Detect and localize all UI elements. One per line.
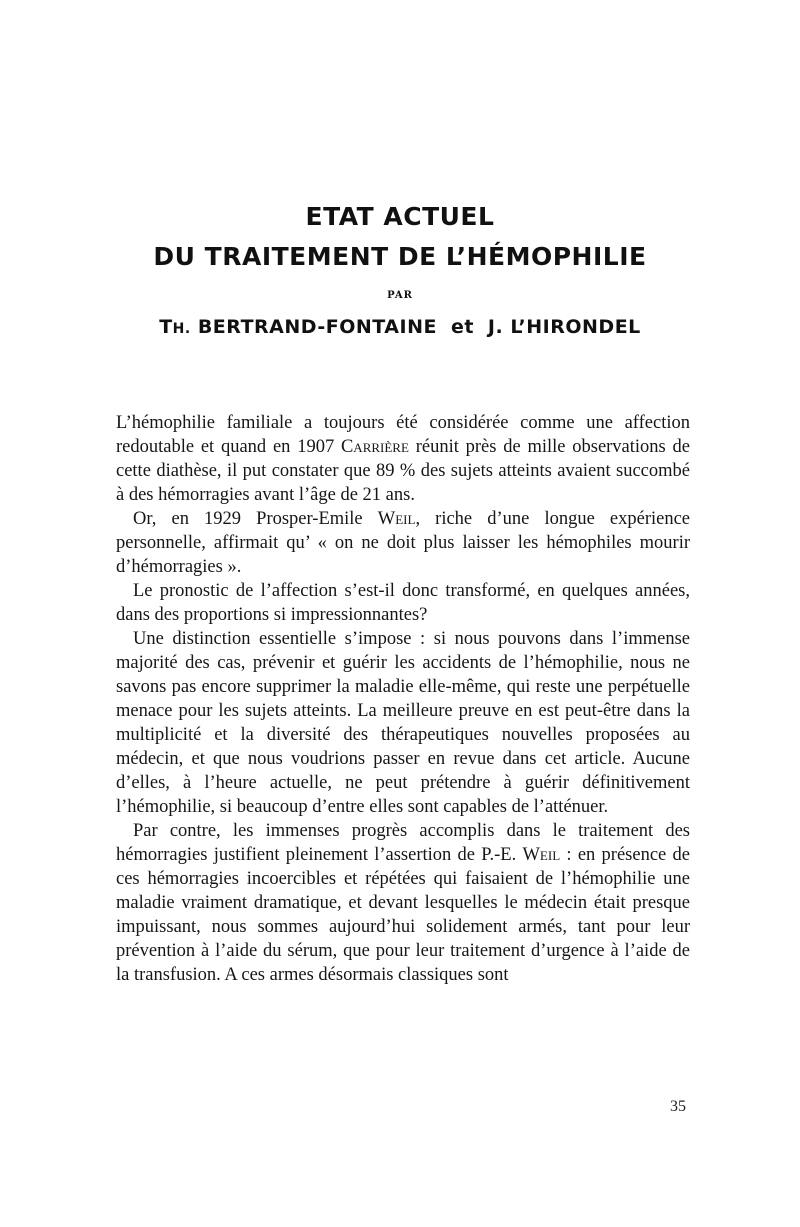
paragraph-3: Le pronostic de l’affection s’est-il donc transformé, en quelques années, dans des proportions si impressionnantes? xyxy=(116,581,690,625)
paragraph-1-text-b: réunit près de mille observations de cette diathèse, il put constater que 89 % des sujets atteints avaient succombé à des hémorragies avant l’âge de 21 ans. xyxy=(116,437,690,505)
authors-line xyxy=(0,316,800,338)
paragraph-2-text-b: , riche d’une longue expérience personnelle, affirmait qu’ « on ne doit plus laisser les hémophiles mourir d’hémorragies ». xyxy=(116,509,690,577)
paragraph-4: Une distinction essentielle s’impose : si nous pouvons dans l’immense majorité des cas, prévenir et guérir les accidents de l’hémophilie, nous ne savons pas encore supprimer la maladie elle-même, qui reste une perpétuelle menace pour les sujets atteints. La meilleure preuve en est peut-être dans la multiplicité et la diversité des thérapeutiques nouvelles proposées au médecin, et que nous voudrions passer en revue dans cet article. Aucune d’elles, à l’heure actuelle, ne peut prétendre à guérir définitivement l’hémophilie, si beaucoup d’entre elles sont capables de l’atténuer. xyxy=(116,629,690,817)
paragraph-1 xyxy=(116,411,690,507)
author1-name: BERTRAND-FONTAINE xyxy=(197,316,437,338)
author-reference-weil-2: Weil xyxy=(522,845,561,865)
paragraph-5-text-b: : en présence de ces hémorragies incoercibles et répétées qui faisaient de l’hémophilie une maladie vraiment dramatique, et devant lesquelles le médecin était presque impuissant, nous sommes aujourd’hui solidement armés, tant pour leur prévention à l’aide du sérum, que pour leur traitement d’urgence à l’aide de la transfusion. A ces armes désormais classiques sont xyxy=(116,845,690,985)
author-reference-weil: Weil xyxy=(377,509,416,529)
author-reference-carriere: Carrière xyxy=(340,437,409,457)
paragraph-2 xyxy=(116,507,690,579)
paragraph-5-text-a: Par contre, les immenses progrès accomplis dans le traitement des hémorragies justifient pleinement l’assertion de P.-E. xyxy=(116,821,690,865)
article-title-line-1: ETAT ACTUEL xyxy=(305,202,495,231)
author1-prefix-small: H. xyxy=(172,321,191,337)
author1-prefix-cap: T xyxy=(159,316,173,338)
paragraph-2-text-a: Or, en 1929 Prosper-Emile xyxy=(133,509,378,529)
author2-name: J. L’HIRONDEL xyxy=(487,316,641,338)
article-body xyxy=(116,411,690,987)
page-number: 35 xyxy=(670,1098,686,1115)
by-label: PAR xyxy=(387,290,413,301)
paragraph-5 xyxy=(116,819,690,987)
paragraph-1-text-a: L’hémophilie familiale a toujours été considérée comme une affection redoutable et quand en 1907 xyxy=(116,413,690,457)
author-conjunction: et xyxy=(450,316,474,338)
article-title-line-2: DU TRAITEMENT DE L’HÉMOPHILIE xyxy=(153,242,647,271)
